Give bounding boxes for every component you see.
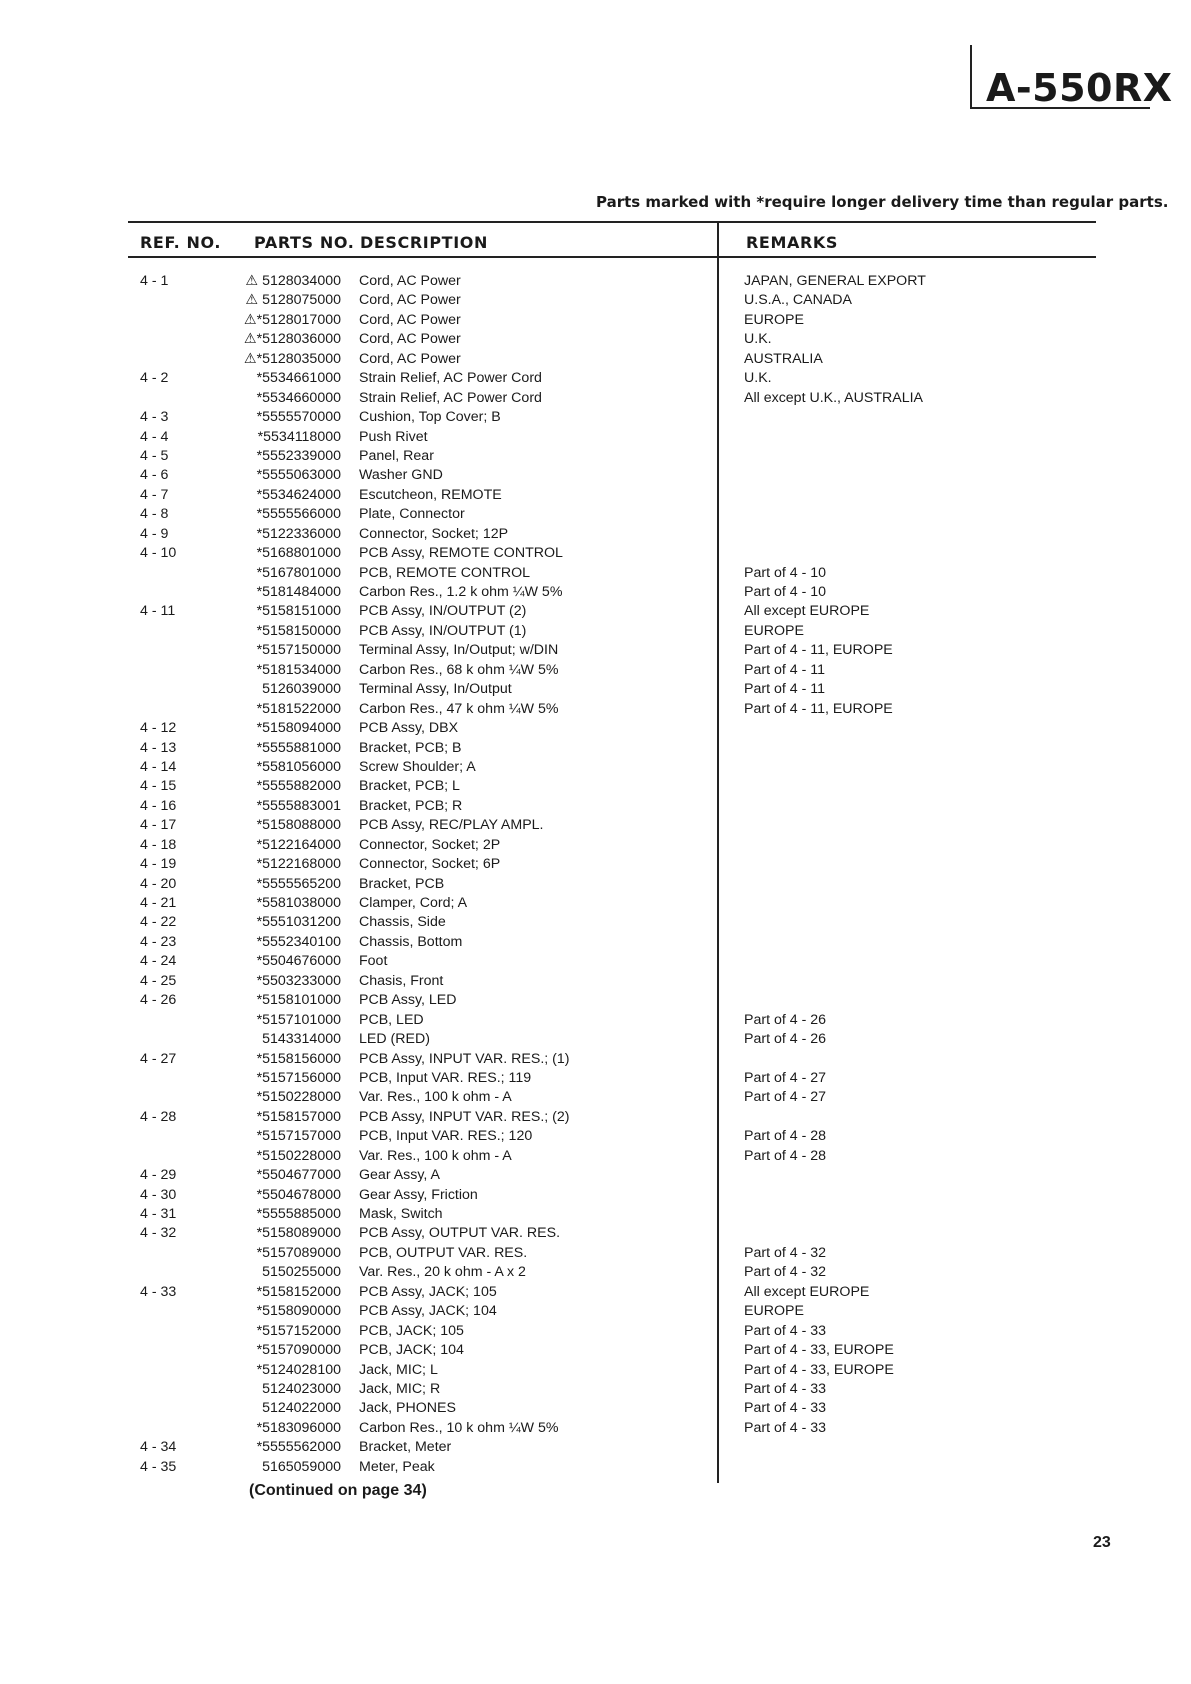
table-row <box>0 466 1191 485</box>
parts-no-cell: *5158157000 <box>256 1108 341 1125</box>
table-row <box>0 952 1191 971</box>
ref-no-cell: 4 - 7 <box>140 486 169 503</box>
parts-no-cell: 5126039000 <box>262 681 341 698</box>
table-row <box>0 330 1191 349</box>
table-row <box>0 1458 1191 1477</box>
table-row <box>0 408 1191 427</box>
ref-no-cell: 4 - 19 <box>140 856 177 873</box>
parts-no-cell: *5158151000 <box>256 603 341 620</box>
description-cell: LED (RED) <box>359 1031 430 1048</box>
parts-no-cell: *5555881000 <box>256 739 341 756</box>
description-cell: PCB Assy, OUTPUT VAR. RES. <box>359 1225 561 1242</box>
description-cell: Bracket, Meter <box>359 1439 452 1456</box>
page-number: 23 <box>1093 1534 1111 1551</box>
remarks-cell: Part of 4 - 11, EUROPE <box>744 700 893 717</box>
table-row <box>0 855 1191 874</box>
table-row <box>0 875 1191 894</box>
description-cell: PCB Assy, IN/OUTPUT (1) <box>359 622 527 639</box>
table-row <box>0 291 1191 310</box>
table-row <box>0 1283 1191 1302</box>
parts-no-cell: ⚠*5128017000 <box>243 311 341 328</box>
table-row <box>0 739 1191 758</box>
remarks-cell: Part of 4 - 32 <box>744 1244 827 1261</box>
remarks-cell: Part of 4 - 10 <box>744 584 827 600</box>
parts-no-cell: 5150255000 <box>262 1264 341 1281</box>
description-cell: Var. Res., 20 k ohm - A x 2 <box>359 1264 526 1281</box>
table-row <box>0 1244 1191 1263</box>
ref-no-cell: 4 - 17 <box>140 817 177 834</box>
description-cell: Jack, MIC; L <box>359 1361 438 1378</box>
remarks-cell: EUROPE <box>744 622 804 639</box>
table-row <box>0 350 1191 369</box>
parts-no-cell: *5555562000 <box>256 1439 341 1456</box>
table-row <box>0 1030 1191 1049</box>
table-row <box>0 389 1191 408</box>
parts-no-cell: *5157152000 <box>256 1322 341 1339</box>
parts-no-cell: 5124023000 <box>262 1380 341 1397</box>
description-cell: PCB Assy, LED <box>359 992 457 1009</box>
parts-no-cell: *5158150000 <box>256 622 341 639</box>
ref-no-cell: 4 - 1 <box>140 273 169 289</box>
parts-no-cell: *5581038000 <box>256 895 341 911</box>
remarks-cell: Part of 4 - 28 <box>744 1128 827 1145</box>
ref-no-cell: 4 - 22 <box>140 914 177 931</box>
table-row <box>0 1011 1191 1030</box>
ref-no-cell: 4 - 26 <box>140 992 177 1009</box>
description-cell: Connector, Socket; 2P <box>359 836 501 853</box>
parts-no-cell: *5158094000 <box>256 720 341 737</box>
table-row <box>0 1322 1191 1341</box>
remarks-cell: Part of 4 - 27 <box>744 1069 827 1086</box>
parts-no-cell: *5157089000 <box>256 1244 341 1261</box>
remarks-cell: U.K. <box>744 370 772 387</box>
parts-no-cell: *5157157000 <box>256 1128 341 1145</box>
parts-no-cell: *5555063000 <box>256 467 341 484</box>
continued-note: (Continued on page 34) <box>249 1482 427 1499</box>
table-row <box>0 1380 1191 1399</box>
description-cell: PCB Assy, JACK; 104 <box>359 1303 497 1320</box>
table-row <box>0 369 1191 388</box>
parts-no-cell: *5552339000 <box>256 447 341 464</box>
description-cell: Cord, AC Power <box>359 292 461 309</box>
table-row <box>0 564 1191 583</box>
parts-no-cell: *5504677000 <box>256 1167 341 1184</box>
ref-no-cell: 4 - 28 <box>140 1108 177 1125</box>
remarks-cell: All except EUROPE <box>744 603 870 620</box>
table-row <box>0 700 1191 719</box>
description-cell: Terminal Assy, In/Output; w/DIN <box>359 642 559 659</box>
parts-no-cell: *5157101000 <box>256 1011 341 1028</box>
remarks-cell: Part of 4 - 33, EUROPE <box>744 1361 894 1378</box>
parts-no-cell: *5504676000 <box>256 953 341 970</box>
ref-no-cell: 4 - 10 <box>140 545 177 562</box>
table-row <box>0 1069 1191 1088</box>
remarks-cell: All except EUROPE <box>744 1283 870 1300</box>
parts-no-cell: *5158152000 <box>256 1283 341 1300</box>
title-rule-vertical <box>970 45 972 109</box>
description-cell: Screw Shoulder; A <box>359 758 476 775</box>
description-cell: Meter, Peak <box>359 1458 435 1475</box>
column-header-description: DESCRIPTION <box>360 233 488 252</box>
table-row <box>0 602 1191 621</box>
parts-no-cell: *5150228000 <box>256 1147 341 1164</box>
table-header-rule <box>128 256 1096 258</box>
ref-no-cell: 4 - 24 <box>140 953 177 970</box>
parts-no-cell: *5534661000 <box>256 370 341 387</box>
remarks-cell: All except U.K., AUSTRALIA <box>744 389 923 406</box>
ref-no-cell: 4 - 21 <box>140 895 177 911</box>
description-cell: Washer GND <box>359 467 443 484</box>
description-cell: Push Rivet <box>359 428 428 445</box>
ref-no-cell: 4 - 6 <box>140 467 169 484</box>
ref-no-cell: 4 - 11 <box>140 603 176 620</box>
description-cell: Carbon Res., 47 k ohm ¼W 5% <box>359 700 559 717</box>
ref-no-cell: 4 - 16 <box>140 797 177 814</box>
parts-no-cell: *5181484000 <box>256 584 341 600</box>
table-row <box>0 447 1191 466</box>
description-cell: Connector, Socket; 12P <box>359 525 509 542</box>
remarks-cell: Part of 4 - 28 <box>744 1147 827 1164</box>
parts-no-cell: 5124022000 <box>262 1400 341 1417</box>
parts-no-cell: *5124028100 <box>256 1361 341 1378</box>
description-cell: Cord, AC Power <box>359 311 461 328</box>
table-row <box>0 272 1191 291</box>
description-cell: Bracket, PCB; B <box>359 739 462 756</box>
parts-no-cell: *5157090000 <box>256 1342 341 1359</box>
ref-no-cell: 4 - 3 <box>140 409 169 426</box>
ref-no-cell: 4 - 13 <box>140 739 177 756</box>
table-row <box>0 661 1191 680</box>
description-cell: Bracket, PCB; L <box>359 778 460 795</box>
parts-no-cell: *5503233000 <box>256 972 341 989</box>
ref-no-cell: 4 - 29 <box>140 1167 177 1184</box>
table-row <box>0 894 1191 913</box>
parts-no-cell: *5581056000 <box>256 758 341 775</box>
table-row <box>0 428 1191 447</box>
parts-no-cell: *5158101000 <box>256 992 341 1009</box>
ref-no-cell: 4 - 20 <box>140 875 177 892</box>
ref-no-cell: 4 - 18 <box>140 836 177 853</box>
description-cell: Chassis, Bottom <box>359 933 463 950</box>
table-row <box>0 1166 1191 1185</box>
table-row <box>0 816 1191 835</box>
model-title: A-550RX <box>986 66 1173 110</box>
parts-no-cell: *5552340100 <box>256 933 341 950</box>
table-row <box>0 583 1191 602</box>
parts-no-cell: *5158088000 <box>256 817 341 834</box>
description-cell: PCB, Input VAR. RES.; 120 <box>359 1128 533 1145</box>
column-header-parts-no: PARTS NO. <box>254 233 355 252</box>
table-row <box>0 1108 1191 1127</box>
ref-no-cell: 4 - 25 <box>140 972 177 989</box>
description-cell: PCB Assy, JACK; 105 <box>359 1283 497 1300</box>
description-cell: Terminal Assy, In/Output <box>359 681 512 698</box>
description-cell: Bracket, PCB <box>359 875 445 892</box>
description-cell: Connector, Socket; 6P <box>359 856 501 873</box>
table-row <box>0 933 1191 952</box>
remarks-cell: JAPAN, GENERAL EXPORT <box>744 273 926 289</box>
description-cell: Cushion, Top Cover; B <box>359 409 501 426</box>
column-header-remarks: REMARKS <box>746 233 838 252</box>
description-cell: Escutcheon, REMOTE <box>359 486 502 503</box>
parts-no-cell: *5555882000 <box>256 778 341 795</box>
ref-no-cell: 4 - 31 <box>140 1206 177 1222</box>
parts-no-cell: *5183096000 <box>256 1419 341 1436</box>
ref-no-cell: 4 - 34 <box>140 1439 177 1456</box>
table-row <box>0 1224 1191 1243</box>
parts-no-cell: *5534660000 <box>256 389 341 406</box>
remarks-cell: Part of 4 - 11 <box>744 661 825 678</box>
parts-no-cell: *5555885000 <box>256 1206 341 1222</box>
remarks-cell: Part of 4 - 26 <box>744 1011 827 1028</box>
ref-no-cell: 4 - 32 <box>140 1225 177 1242</box>
parts-table <box>0 272 1191 1477</box>
parts-no-cell: *5157150000 <box>256 642 341 659</box>
parts-no-cell: *5534624000 <box>256 486 341 503</box>
description-cell: PCB Assy, REMOTE CONTROL <box>359 545 563 562</box>
description-cell: Var. Res., 100 k ohm - A <box>359 1147 512 1164</box>
description-cell: Chasis, Front <box>359 972 444 989</box>
description-cell: PCB Assy, INPUT VAR. RES.; (1) <box>359 1050 570 1067</box>
description-cell: Var. Res., 100 k ohm - A <box>359 1089 512 1106</box>
parts-no-cell: *5181534000 <box>256 661 341 678</box>
table-row <box>0 1205 1191 1224</box>
parts-no-cell: *5551031200 <box>256 914 341 931</box>
remarks-cell: AUSTRALIA <box>744 350 823 367</box>
parts-no-cell: *5158090000 <box>256 1303 341 1320</box>
table-row <box>0 641 1191 660</box>
description-cell: Carbon Res., 1.2 k ohm ¼W 5% <box>359 584 563 600</box>
table-top-rule <box>128 221 1096 223</box>
description-cell: Gear Assy, Friction <box>359 1186 478 1203</box>
table-row <box>0 544 1191 563</box>
remarks-cell: Part of 4 - 11 <box>744 681 825 698</box>
remarks-cell: Part of 4 - 33 <box>744 1380 827 1397</box>
table-row <box>0 1438 1191 1457</box>
remarks-cell: U.S.A., CANADA <box>744 292 853 309</box>
description-cell: Strain Relief, AC Power Cord <box>359 389 542 406</box>
table-row <box>0 1419 1191 1438</box>
description-cell: PCB, Input VAR. RES.; 119 <box>359 1069 532 1086</box>
parts-no-cell: ⚠*5128036000 <box>243 331 341 348</box>
parts-no-cell: *5122336000 <box>256 525 341 542</box>
ref-no-cell: 4 - 8 <box>140 506 169 523</box>
table-row <box>0 1302 1191 1321</box>
parts-no-cell: *5157156000 <box>256 1069 341 1086</box>
table-row <box>0 1399 1191 1418</box>
parts-no-cell: ⚠ 5128075000 <box>245 292 341 309</box>
parts-no-cell: *5181522000 <box>256 700 341 717</box>
remarks-cell: Part of 4 - 32 <box>744 1264 827 1281</box>
remarks-cell: Part of 4 - 10 <box>744 564 827 581</box>
remarks-cell: Part of 4 - 27 <box>744 1089 827 1106</box>
table-row <box>0 797 1191 816</box>
ref-no-cell: 4 - 2 <box>140 370 169 387</box>
remarks-cell: Part of 4 - 33, EUROPE <box>744 1342 894 1359</box>
description-cell: PCB Assy, INPUT VAR. RES.; (2) <box>359 1108 570 1125</box>
parts-no-cell: *5555565200 <box>256 875 341 892</box>
table-row <box>0 1361 1191 1380</box>
parts-no-cell: *5534118000 <box>257 428 341 445</box>
parts-no-cell: *5158089000 <box>256 1225 341 1242</box>
table-row <box>0 1127 1191 1146</box>
parts-no-cell: 5143314000 <box>262 1031 341 1048</box>
ref-no-cell: 4 - 33 <box>140 1283 177 1300</box>
table-row <box>0 1186 1191 1205</box>
description-cell: Jack, PHONES <box>359 1400 456 1417</box>
remarks-cell: Part of 4 - 33 <box>744 1419 827 1436</box>
ref-no-cell: 4 - 12 <box>140 720 177 737</box>
description-cell: PCB Assy, IN/OUTPUT (2) <box>359 603 527 620</box>
ref-no-cell: 4 - 4 <box>140 428 169 445</box>
table-row <box>0 1088 1191 1107</box>
remarks-cell: U.K. <box>744 331 772 348</box>
ref-no-cell: 4 - 35 <box>140 1458 177 1475</box>
description-cell: Panel, Rear <box>359 447 434 464</box>
description-cell: Bracket, PCB; R <box>359 797 463 814</box>
parts-no-cell: *5555883001 <box>256 797 341 814</box>
description-cell: PCB Assy, REC/PLAY AMPL. <box>359 817 544 834</box>
delivery-note: Parts marked with *require longer delivery time than regular parts. <box>596 193 1169 211</box>
parts-no-cell: 5165059000 <box>262 1458 341 1475</box>
parts-no-cell: *5122164000 <box>256 836 341 853</box>
parts-no-cell: *5504678000 <box>256 1186 341 1203</box>
parts-no-cell: *5150228000 <box>256 1089 341 1106</box>
parts-no-cell: *5555570000 <box>256 409 341 426</box>
description-cell: Carbon Res., 10 k ohm ¼W 5% <box>359 1419 559 1436</box>
description-cell: Mask, Switch <box>359 1206 443 1222</box>
table-row <box>0 972 1191 991</box>
description-cell: PCB, LED <box>359 1011 424 1028</box>
table-row <box>0 1341 1191 1360</box>
description-cell: PCB, JACK; 105 <box>359 1322 464 1339</box>
table-row <box>0 991 1191 1010</box>
table-row <box>0 1263 1191 1282</box>
table-row <box>0 486 1191 505</box>
ref-no-cell: 4 - 27 <box>140 1050 177 1067</box>
table-row <box>0 622 1191 641</box>
table-row <box>0 680 1191 699</box>
table-row <box>0 505 1191 524</box>
description-cell: Foot <box>359 953 388 970</box>
column-header-ref-no: REF. NO. <box>140 233 221 252</box>
table-row <box>0 719 1191 738</box>
ref-no-cell: 4 - 14 <box>140 758 177 775</box>
description-cell: Jack, MIC; R <box>359 1380 441 1397</box>
description-cell: Cord, AC Power <box>359 331 461 348</box>
description-cell: Gear Assy, A <box>359 1167 440 1184</box>
description-cell: PCB Assy, DBX <box>359 720 459 737</box>
table-row <box>0 758 1191 777</box>
table-row <box>0 1147 1191 1166</box>
description-cell: PCB, REMOTE CONTROL <box>359 564 531 581</box>
table-row <box>0 1050 1191 1069</box>
parts-no-cell: *5122168000 <box>256 856 341 873</box>
remarks-cell: EUROPE <box>744 311 804 328</box>
remarks-cell: Part of 4 - 26 <box>744 1031 827 1048</box>
remarks-cell: Part of 4 - 33 <box>744 1322 827 1339</box>
parts-no-cell: *5167801000 <box>256 564 341 581</box>
parts-no-cell: ⚠ 5128034000 <box>245 273 341 289</box>
description-cell: Carbon Res., 68 k ohm ¼W 5% <box>359 661 559 678</box>
ref-no-cell: 4 - 15 <box>140 778 177 795</box>
table-row <box>0 777 1191 796</box>
table-row <box>0 836 1191 855</box>
ref-no-cell: 4 - 23 <box>140 933 177 950</box>
parts-no-cell: ⚠*5128035000 <box>243 350 341 367</box>
description-cell: PCB, OUTPUT VAR. RES. <box>359 1244 528 1261</box>
ref-no-cell: 4 - 9 <box>140 525 169 542</box>
description-cell: Plate, Connector <box>359 506 465 523</box>
table-row <box>0 913 1191 932</box>
remarks-cell: Part of 4 - 11, EUROPE <box>744 642 893 659</box>
table-row <box>0 311 1191 330</box>
remarks-cell: Part of 4 - 33 <box>744 1400 827 1417</box>
description-cell: Clamper, Cord; A <box>359 895 468 911</box>
description-cell: Chassis, Side <box>359 914 446 931</box>
remarks-cell: EUROPE <box>744 1303 804 1320</box>
table-row <box>0 525 1191 544</box>
ref-no-cell: 4 - 30 <box>140 1186 177 1203</box>
ref-no-cell: 4 - 5 <box>140 447 169 464</box>
description-cell: Strain Relief, AC Power Cord <box>359 370 542 387</box>
parts-no-cell: *5158156000 <box>256 1050 341 1067</box>
parts-no-cell: *5555566000 <box>256 506 341 523</box>
description-cell: PCB, JACK; 104 <box>359 1342 464 1359</box>
description-cell: Cord, AC Power <box>359 273 461 289</box>
parts-no-cell: *5168801000 <box>256 545 341 562</box>
description-cell: Cord, AC Power <box>359 350 461 367</box>
